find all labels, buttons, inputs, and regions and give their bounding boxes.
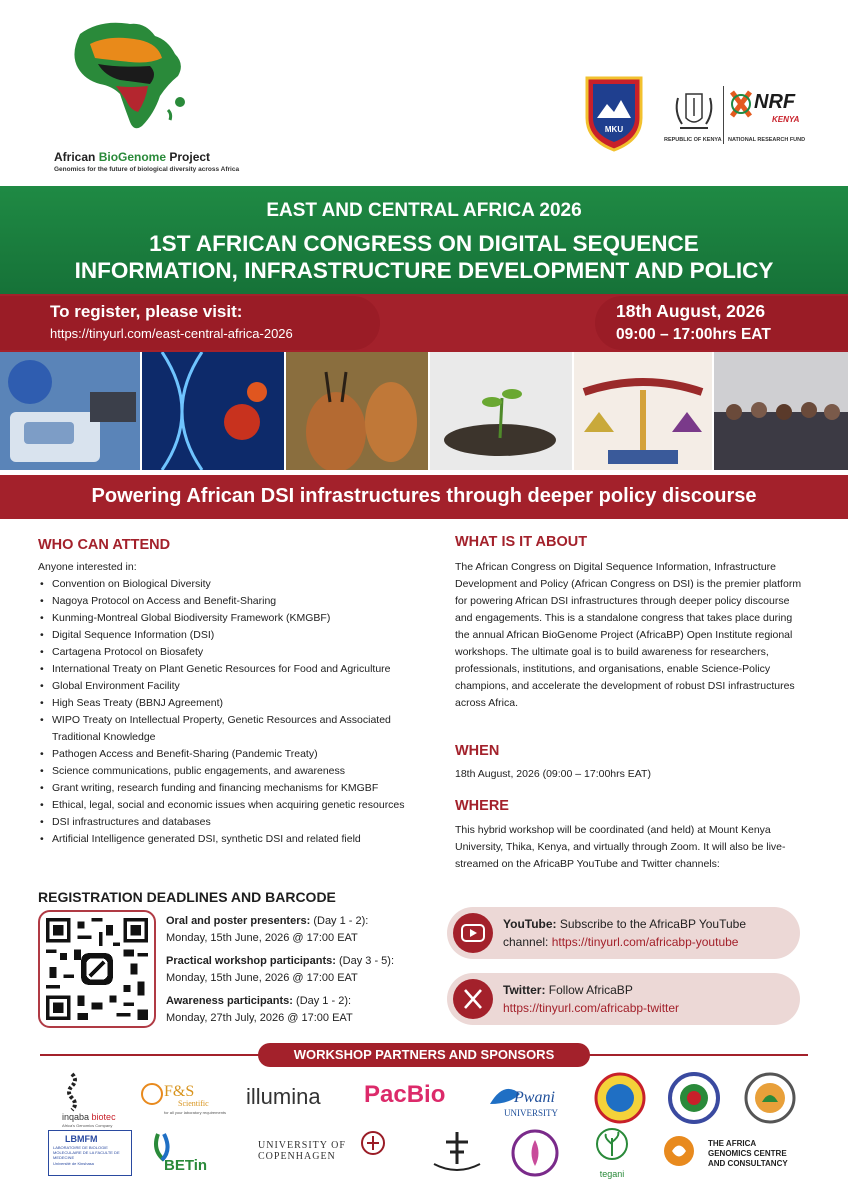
when-heading: WHEN bbox=[455, 743, 500, 759]
list-item: • Convention on Biological Diversity bbox=[38, 576, 434, 593]
betin-logo bbox=[150, 1130, 232, 1176]
dna-photo bbox=[142, 352, 284, 470]
register-link[interactable]: https://tinyurl.com/east-central-africa-2026 bbox=[50, 326, 293, 341]
youtube-icon bbox=[453, 913, 493, 953]
where-heading: WHERE bbox=[455, 798, 509, 814]
list-item: • International Treaty on Plant Genetic Resources for Food and Agriculture bbox=[38, 661, 434, 678]
list-item: • Global Environment Facility bbox=[38, 678, 434, 695]
who-intro: Anyone interested in: bbox=[38, 561, 137, 573]
svg-text:Scientific: Scientific bbox=[178, 1099, 209, 1108]
qr-code-icon bbox=[46, 918, 148, 1020]
svg-text:NRF: NRF bbox=[754, 91, 796, 113]
where-text: This hybrid workshop will be coordinated (and held) at Mount Kenya University, Thika, Kenya, and virtually through Zoom. It will also be live-streamed on the AfricaBP YouTube and Twitter channels: bbox=[455, 824, 786, 870]
svg-text:inqaba biotec: inqaba biotec bbox=[62, 1112, 116, 1122]
event-time: 09:00 – 17:00hrs EAT bbox=[616, 326, 771, 343]
registration-qr-code[interactable] bbox=[38, 910, 156, 1028]
impala-photo bbox=[286, 352, 428, 470]
twitter-pill[interactable] bbox=[447, 973, 800, 1025]
deadline-practical: Practical workshop participants: (Day 3 - 5): Monday, 15th June, 2026 @ 17:00 EAT bbox=[166, 955, 395, 984]
banner-title-line-1: 1ST AFRICAN CONGRESS ON DIGITAL SEQUENCE bbox=[149, 231, 699, 256]
nrf-kenya-logo bbox=[728, 86, 808, 132]
list-item: • Ethical, legal, social and economic issues when acquiring genetic resources bbox=[38, 797, 434, 814]
tagc-icon bbox=[662, 1134, 696, 1168]
list-item: • Nagoya Protocol on Access and Benefit-Sharing bbox=[38, 593, 434, 610]
indian-institute-logo bbox=[428, 1128, 486, 1178]
kenya-coat-of-arms-logo bbox=[670, 84, 718, 134]
copenhagen-seal-logo bbox=[360, 1130, 386, 1170]
list-item: • Artificial Intelligence generated DSI, synthetic DSI and related field bbox=[38, 831, 434, 848]
tagc-logo-text: THE AFRICA GENOMICS CENTRE AND CONSULTANCY bbox=[708, 1139, 788, 1168]
svg-text:Africa's Genomics Company: Africa's Genomics Company bbox=[62, 1123, 113, 1128]
banner-title-line-2: INFORMATION, INFRASTRUCTURE DEVELOPMENT AND POLICY bbox=[74, 258, 774, 283]
nrf-label: NATIONAL RESEARCH FUND bbox=[728, 137, 806, 143]
university-seal-2-logo bbox=[668, 1072, 720, 1124]
tegani-logo bbox=[592, 1126, 632, 1178]
list-item: • Cartagena Protocol on Biosafety bbox=[38, 644, 434, 661]
registration-heading: REGISTRATION DEADLINES AND BARCODE bbox=[38, 889, 336, 905]
svg-text:MKU: MKU bbox=[604, 125, 624, 134]
banner-subtitle: EAST AND CENTRAL AFRICA 2026 bbox=[266, 200, 582, 221]
about-heading: WHAT IS IT ABOUT bbox=[455, 534, 588, 550]
africa-biogenome-logo bbox=[50, 14, 200, 134]
seedling-photo bbox=[430, 352, 572, 470]
group-photo bbox=[714, 352, 848, 470]
twitter-text: Twitter: Follow AfricaBP https://tinyurl.com/africabp-twitter bbox=[503, 983, 680, 1015]
deadline-oral: Oral and poster presenters: (Day 1 - 2): Monday, 15th June, 2026 @ 17:00 EAT bbox=[166, 915, 369, 944]
scales-photo bbox=[574, 352, 712, 470]
list-item: • DSI infrastructures and databases bbox=[38, 814, 434, 831]
logo-divider bbox=[723, 86, 724, 144]
illumina-logo: illumina bbox=[246, 1084, 321, 1109]
tagline: Powering African DSI infrastructures through deeper policy discourse bbox=[91, 485, 757, 507]
kenya-label: REPUBLIC OF KENYA bbox=[664, 137, 722, 143]
event-date: 18th August, 2026 bbox=[616, 301, 766, 321]
youtube-text: YouTube: Subscribe to the AfricaBP YouTube channel: https://tinyurl.com/africabp-youtube bbox=[503, 917, 747, 949]
youtube-pill[interactable] bbox=[447, 907, 800, 959]
list-item: • Pathogen Access and Benefit-Sharing (Pandemic Treaty) bbox=[38, 746, 434, 763]
twitter-link[interactable]: https://tinyurl.com/africabp-twitter bbox=[503, 1001, 680, 1015]
college-agriculture-seal-logo bbox=[744, 1072, 796, 1124]
lbmfm-university: Université de Kinshasa bbox=[53, 1161, 94, 1166]
lbmfm-name: LBMFM bbox=[65, 1134, 98, 1144]
svg-text:Pwani: Pwani bbox=[514, 1089, 555, 1106]
banner-title bbox=[0, 230, 848, 284]
register-title: To register, please visit: bbox=[50, 302, 243, 321]
lbmfm-logo bbox=[48, 1130, 132, 1176]
svg-text:F&S: F&S bbox=[164, 1083, 195, 1100]
lab-photo bbox=[0, 352, 140, 470]
pwani-university-logo bbox=[484, 1074, 566, 1124]
who-list bbox=[38, 576, 434, 848]
tegani-name: tegani bbox=[599, 1169, 625, 1179]
abp-name: African BioGenome Project bbox=[54, 150, 211, 164]
youtube-link[interactable]: https://tinyurl.com/africabp-youtube bbox=[551, 935, 739, 949]
copenhagen-line-2: COPENHAGEN bbox=[258, 1151, 336, 1162]
copenhagen-line-1: UNIVERSITY OF bbox=[258, 1140, 346, 1151]
svg-text:BETin: BETin bbox=[164, 1157, 208, 1174]
about-text: The African Congress on Digital Sequence Information, Infrastructure Development and Policy (African Congress on DSI) is the premier platform for powering African DSI infrastructures through deeper policy discourse and engagements. This is a standalone congress that takes place during the annual African BioGenome Project (AfricaBP) Open Institute regional workshops. The ultimate goal is to build awareness for researchers, professionals, institutions, and organisations, enable Science-Policy champions, and accelerate the development of robust DSI infrastructures across Africa. bbox=[455, 561, 802, 709]
list-item: • Grant writing, research funding and financing mechanisms for KMGBF bbox=[38, 780, 434, 797]
list-item: • WIPO Treaty on Intellectual Property, Genetic Resources and Associated Traditional Knowledge bbox=[38, 712, 434, 746]
deadline-awareness: Awareness participants: (Day 1 - 2): Monday, 27th July, 2026 @ 17:00 EAT bbox=[166, 995, 353, 1024]
lbmfm-subtitle: LABORATOIRE DE BIOLOGIE MOLECULAIRE DE LA FACULTE DE MEDECINE bbox=[53, 1145, 120, 1160]
list-item: • Kunming-Montreal Global Biodiversity Framework (KMGBF) bbox=[38, 610, 434, 627]
list-item: • Digital Sequence Information (DSI) bbox=[38, 627, 434, 644]
x-twitter-icon bbox=[453, 979, 493, 1019]
copenhagen-logo bbox=[258, 1140, 358, 1170]
university-seal-1-logo bbox=[594, 1072, 646, 1124]
list-item: • Science communications, public engagements, and awareness bbox=[38, 763, 434, 780]
inqaba-biotec-logo bbox=[58, 1070, 130, 1128]
deadlines bbox=[166, 913, 436, 1027]
natural-genetic-solutions-logo bbox=[510, 1128, 560, 1178]
list-item: • High Seas Treaty (BBNJ Agreement) bbox=[38, 695, 434, 712]
who-heading: WHO CAN ATTEND bbox=[38, 537, 171, 553]
svg-text:for all your laboratory requir: for all your laboratory requirements bbox=[164, 1110, 227, 1115]
when-text: 18th August, 2026 (09:00 – 17:00hrs EAT) bbox=[455, 768, 651, 780]
tegani-leaf-icon bbox=[592, 1126, 632, 1164]
pacbio-logo: PacBio bbox=[364, 1081, 446, 1108]
svg-text:UNIVERSITY: UNIVERSITY bbox=[504, 1108, 558, 1118]
mku-crest-logo bbox=[583, 74, 645, 152]
abp-tagline: Genomics for the future of biological diversity across Africa bbox=[54, 166, 240, 173]
fs-scientific-logo bbox=[138, 1078, 228, 1118]
partners-heading: WORKSHOP PARTNERS AND SPONSORS bbox=[293, 1047, 555, 1062]
svg-text:KENYA: KENYA bbox=[772, 115, 800, 124]
